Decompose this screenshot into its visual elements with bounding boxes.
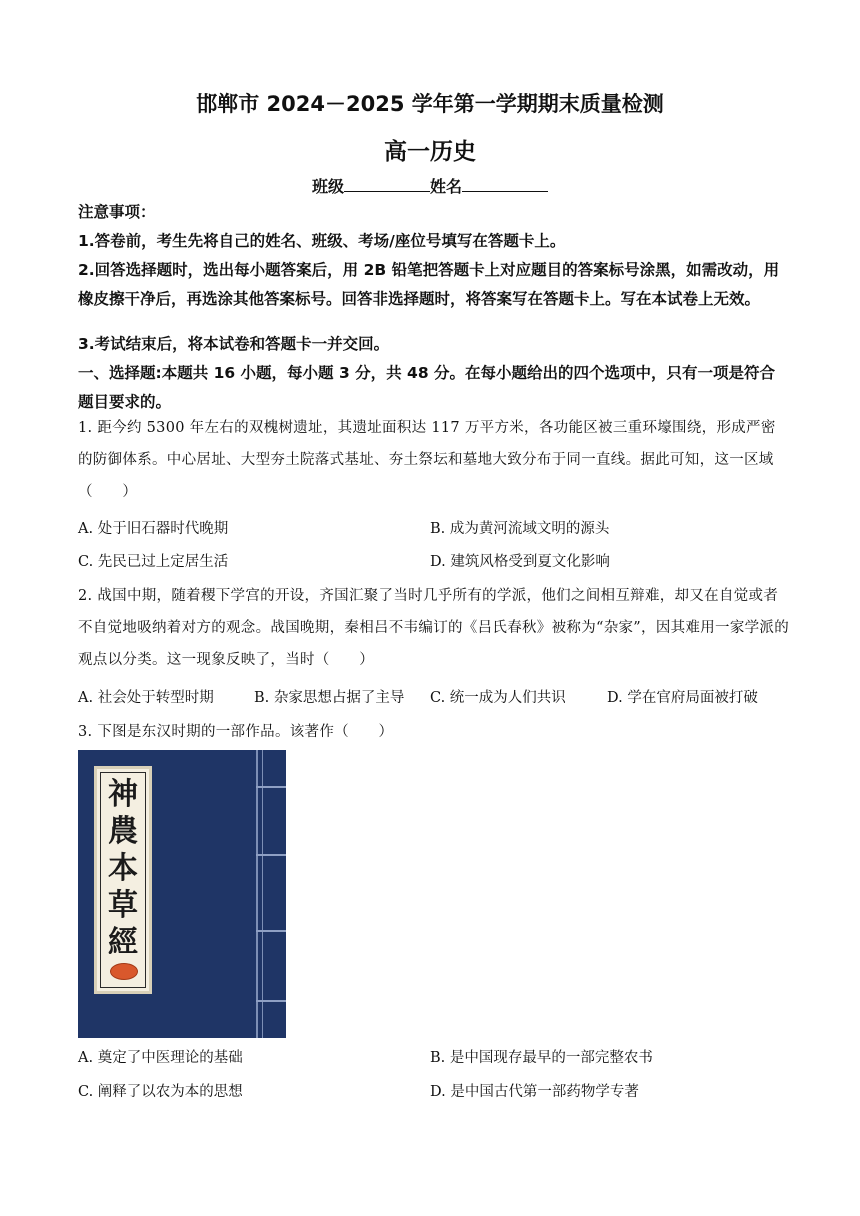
- notice-heading: 注意事项：: [78, 203, 156, 221]
- q2-option-a: A. 社会处于转型时期: [78, 690, 214, 706]
- book-spine-line: [262, 750, 263, 1038]
- notice-item-3: 3.考试结束后，将本试卷和答题卡一并交回。: [78, 335, 390, 353]
- q3-option-d: D. 是中国古代第一部药物学专著: [430, 1084, 639, 1100]
- book-title-char: 神: [108, 777, 138, 812]
- book-title-char: 草: [108, 888, 138, 923]
- question-2-stem: 2. 战国中期，随着稷下学宫的开设，齐国汇聚了当时几乎所有的学派，他们之间相互辩难，却又在自觉或者不自觉地吸纳着对方的观念。战国晚期，秦相吕不韦编订的《吕氏春秋》被称为“杂家”，因其难用一家学派的观点以分类。这一现象反映了，当时（ ）: [78, 588, 790, 668]
- name-label: 姓名: [430, 177, 463, 196]
- book-title-char: 農: [108, 814, 138, 849]
- notice-item-1: 1.答卷前，考生先将自己的姓名、班级、考场/座位号填写在答题卡上。: [78, 232, 566, 250]
- section-heading: 一、选择题:本题共 16 小题，每小题 3 分，共 48 分。在每小题给出的四个选项中，只有一项是符合题目要求的。: [78, 364, 776, 411]
- q3-option-a: A. 奠定了中医理论的基础: [78, 1050, 243, 1066]
- q2-option-d: D. 学在官府局面被打破: [607, 690, 758, 706]
- book-binding-tie: [256, 1000, 286, 1002]
- book-binding-tie: [256, 930, 286, 932]
- q1-option-d: D. 建筑风格受到夏文化影响: [430, 554, 610, 570]
- question-1-stem: 1. 距今约 5300 年左右的双槐树遗址，其遗址面积达 117 万平方米，各功能区被三重环壕围绕，形成严密的防御体系。中心居址、大型夯土院落式基址、夯土祭坛和墓地大致分布于同一直线。据此可知，这一区域（ ）: [78, 420, 776, 500]
- q1-option-b: B. 成为黄河流域文明的源头: [430, 521, 610, 537]
- seal-stamp-icon: [110, 963, 138, 980]
- book-binding-tie: [256, 854, 286, 856]
- class-name-line: [0, 174, 860, 197]
- q1-option-a: A. 处于旧石器时代晚期: [78, 521, 229, 537]
- question-3-stem: 3. 下图是东汉时期的一部作品。该著作（ ）: [78, 724, 394, 740]
- q1-option-c: C. 先民已过上定居生活: [78, 554, 229, 570]
- book-cover-image: [78, 750, 286, 1038]
- book-binding-tie: [256, 786, 286, 788]
- class-label: 班级: [311, 177, 344, 196]
- q2-option-b: B. 杂家思想占据了主导: [254, 690, 405, 706]
- notice-item-2: 2.回答选择题时，选出每小题答案后，用 2B 铅笔把答题卡上对应题目的答案标号涂黑，如需改动，用橡皮擦干净后，再选涂其他答案标号。回答非选择题时，将答案写在答题卡上。写在本试卷上无效。: [78, 261, 780, 308]
- book-spine-line: [256, 750, 258, 1038]
- subject-title: 高一历史: [384, 139, 476, 165]
- exam-title: 邯郸市 2024－2025 学年第一学期期末质量检测: [196, 92, 664, 116]
- book-title-label: [94, 766, 152, 994]
- q3-option-c: C. 阐释了以农为本的思想: [78, 1084, 243, 1100]
- class-blank: [344, 177, 430, 192]
- q2-option-c: C. 统一成为人们共识: [430, 690, 566, 706]
- name-blank: [462, 177, 548, 192]
- book-title-char: 本: [108, 851, 138, 886]
- q3-option-b: B. 是中国现存最早的一部完整农书: [430, 1050, 653, 1066]
- book-title-char: 經: [108, 925, 138, 960]
